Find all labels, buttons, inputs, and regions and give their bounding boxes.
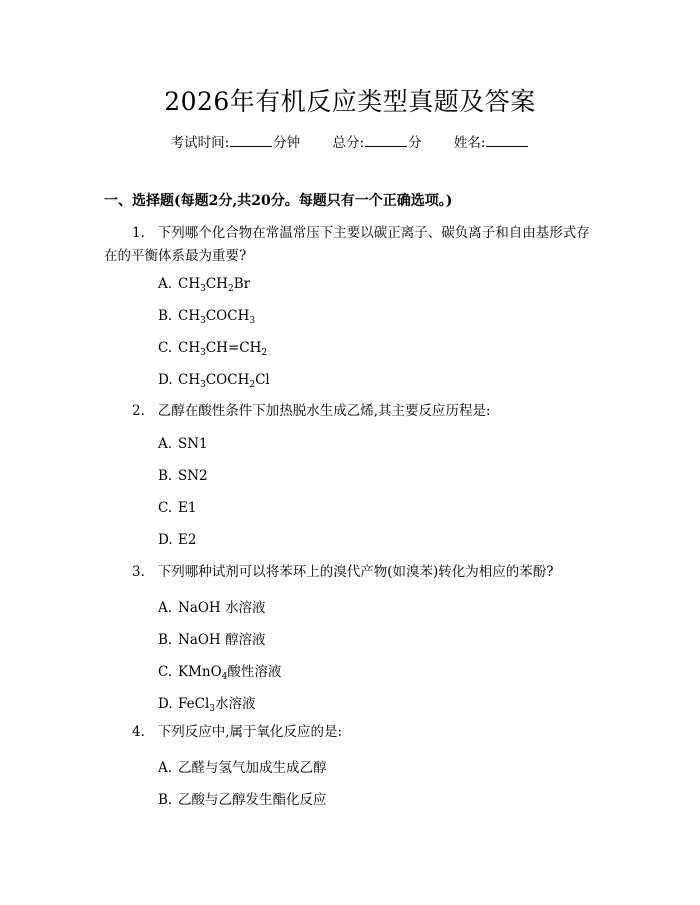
option-letter: B. bbox=[158, 308, 173, 324]
formula-part: COCH bbox=[205, 372, 250, 388]
formula-sub: 3 bbox=[249, 316, 256, 326]
option-2b[interactable] bbox=[158, 468, 208, 484]
formula-part: CH bbox=[205, 276, 228, 292]
option-3c[interactable] bbox=[158, 660, 281, 682]
question-text-cont: 在的平衡体系最为重要? bbox=[104, 248, 247, 264]
question-text: 下列哪种试剂可以将苯环上的溴代产物(如溴苯)转化为相应的苯酚? bbox=[157, 564, 554, 580]
option-text: NaOH 醇溶液 bbox=[178, 632, 266, 648]
option-letter: D. bbox=[158, 696, 173, 712]
time-label: 考试时间: bbox=[170, 135, 230, 151]
option-letter: D. bbox=[158, 532, 173, 548]
formula-part: 水溶液 bbox=[215, 696, 256, 712]
option-text: SN2 bbox=[178, 468, 208, 484]
formula-part: CH bbox=[178, 372, 201, 388]
option-letter: C. bbox=[158, 500, 173, 516]
option-4a[interactable] bbox=[158, 756, 327, 776]
formula-sub: 3 bbox=[200, 380, 206, 390]
formula-part: KMnO bbox=[178, 664, 222, 680]
name-label: 姓名: bbox=[453, 135, 486, 151]
formula-part: COCH bbox=[205, 308, 250, 324]
option-letter: B. bbox=[158, 468, 173, 484]
option-1d[interactable] bbox=[158, 372, 270, 390]
option-letter: C. bbox=[158, 340, 173, 356]
score-blank[interactable] bbox=[365, 134, 407, 147]
option-4b[interactable] bbox=[158, 788, 327, 808]
option-3b[interactable] bbox=[158, 628, 266, 648]
option-text: E1 bbox=[178, 500, 197, 516]
question-number: 4. bbox=[132, 724, 145, 740]
formula-sub: 3 bbox=[209, 704, 215, 714]
option-text: E2 bbox=[178, 532, 197, 548]
option-letter: B. bbox=[158, 632, 173, 648]
option-text: 乙酸与乙醇发生酯化反应 bbox=[178, 792, 327, 808]
score-unit: 分 bbox=[408, 135, 422, 151]
formula-part: CH bbox=[178, 308, 201, 324]
question-4 bbox=[104, 721, 604, 744]
exam-info-line bbox=[0, 131, 700, 151]
option-3a[interactable] bbox=[158, 596, 266, 616]
formula-sub: 2 bbox=[227, 284, 234, 294]
option-letter: A. bbox=[158, 276, 173, 292]
question-number: 3. bbox=[132, 564, 145, 580]
option-1c[interactable] bbox=[158, 340, 267, 358]
question-2 bbox=[104, 400, 604, 423]
exam-score bbox=[332, 131, 421, 151]
name-blank[interactable] bbox=[486, 134, 528, 147]
formula-part: CH bbox=[178, 276, 201, 292]
option-2a[interactable] bbox=[158, 436, 208, 452]
option-letter: A. bbox=[158, 600, 173, 616]
formula-part: 酸性溶液 bbox=[227, 664, 282, 680]
formula-part: Cl bbox=[255, 372, 270, 388]
option-3d[interactable] bbox=[158, 692, 256, 714]
option-letter: A. bbox=[158, 436, 173, 452]
exam-time bbox=[171, 131, 301, 151]
formula-part: CH bbox=[178, 340, 201, 356]
option-2d[interactable] bbox=[158, 532, 196, 548]
question-1 bbox=[104, 222, 604, 268]
formula-sub: 4 bbox=[221, 672, 228, 682]
formula-part: Br bbox=[233, 276, 251, 292]
option-text: SN1 bbox=[178, 436, 208, 452]
section-title: 一、选择题(每题2分,共20分。每题只有一个正确选项。) bbox=[104, 193, 453, 209]
time-blank[interactable] bbox=[230, 134, 272, 147]
time-unit: 分钟 bbox=[273, 135, 301, 151]
formula-sub: 3 bbox=[200, 316, 206, 326]
page-title: 2026年有机反应类型真题及答案 bbox=[164, 87, 536, 116]
score-label: 总分: bbox=[332, 135, 365, 151]
exam-name bbox=[454, 131, 530, 151]
question-text: 下列哪个化合物在常温常压下主要以碳正离子、碳负离子和自由基形式存 bbox=[157, 225, 590, 241]
formula-sub: 3 bbox=[200, 348, 206, 358]
question-text: 下列反应中,属于氧化反应的是: bbox=[157, 724, 343, 740]
option-1b[interactable] bbox=[158, 308, 255, 326]
formula-sub: 2 bbox=[249, 380, 256, 390]
option-text: NaOH 水溶液 bbox=[178, 600, 266, 616]
formula-sub: 3 bbox=[200, 284, 206, 294]
formula-part: CH=CH bbox=[205, 340, 262, 356]
question-number: 2. bbox=[132, 403, 145, 419]
option-text: 乙醛与氢气加成生成乙醇 bbox=[178, 760, 327, 776]
option-letter: B. bbox=[158, 792, 173, 808]
formula-sub: 2 bbox=[261, 348, 268, 358]
formula-part: FeCl bbox=[178, 696, 210, 712]
option-letter: A. bbox=[158, 760, 173, 776]
option-1a[interactable] bbox=[158, 276, 250, 294]
option-2c[interactable] bbox=[158, 500, 196, 516]
option-letter: C. bbox=[158, 664, 173, 680]
question-text: 乙醇在酸性条件下加热脱水生成乙烯,其主要反应历程是: bbox=[157, 403, 491, 419]
question-number: 1. bbox=[132, 225, 145, 241]
question-3 bbox=[104, 561, 604, 584]
option-letter: D. bbox=[158, 372, 173, 388]
